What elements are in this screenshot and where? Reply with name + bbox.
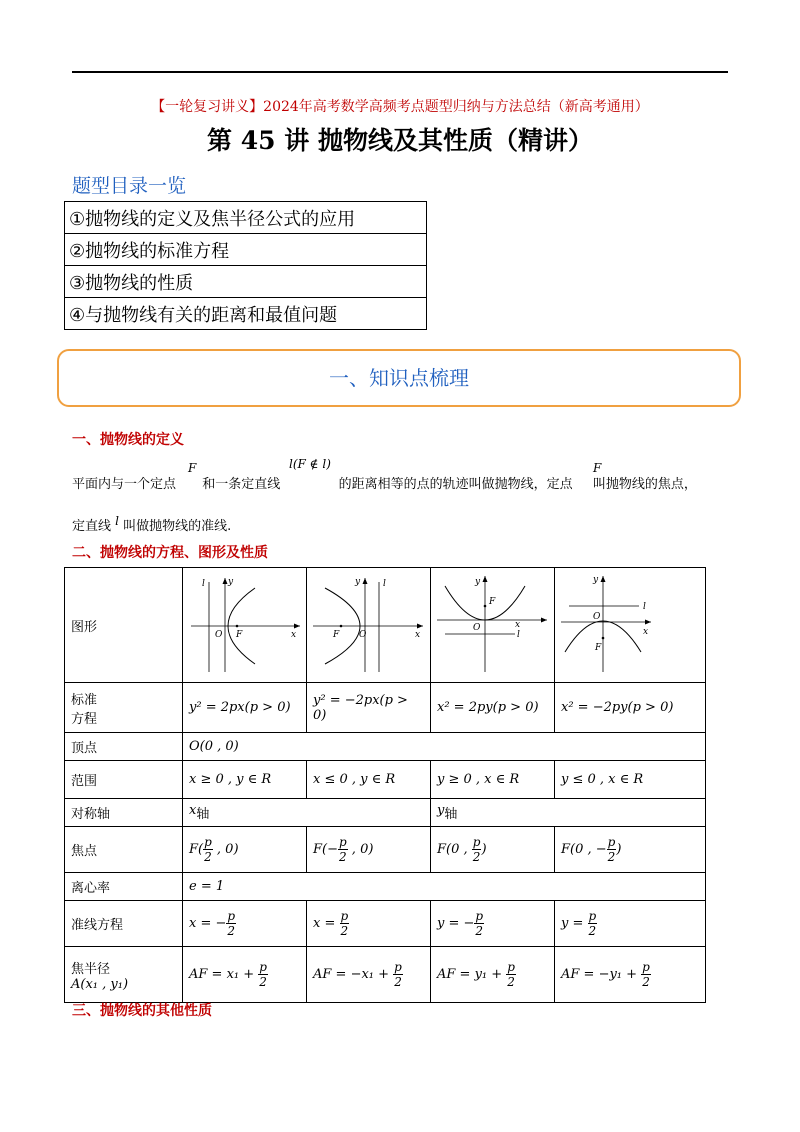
row-label: 焦点 — [65, 827, 183, 873]
toc-heading: 题型目录一览 — [72, 175, 187, 197]
focus-cell — [431, 827, 555, 873]
graph-up-opening — [431, 568, 554, 678]
row-label: 离心率 — [65, 873, 183, 901]
definition-text: 叫抛物线的焦点， — [592, 477, 697, 492]
table-row — [65, 901, 706, 947]
formula-text: x = − — [189, 916, 227, 931]
focus-label: F — [595, 643, 602, 653]
formula-text: AF = −y₁ + — [561, 967, 642, 982]
origin-label: O — [593, 612, 601, 622]
focus-cell — [183, 827, 307, 873]
y-axis-label: y — [355, 577, 361, 587]
eccentricity-cell: e = 1 — [183, 873, 706, 901]
definition-line-1 — [72, 473, 697, 492]
fraction: $\frac{p}{2}$ — [204, 835, 212, 864]
table-row — [65, 799, 706, 827]
graph-cell — [431, 568, 555, 683]
formula-text: ) — [616, 842, 622, 857]
row-label — [65, 947, 183, 1003]
graph-cell — [307, 568, 431, 683]
range-cell: x ≤ 0 , y ∈ R — [307, 761, 431, 799]
fraction: $\frac{p}{2}$ — [507, 960, 515, 989]
focal-radius-cell — [555, 947, 706, 1003]
fraction: $\frac{p}{2}$ — [642, 960, 650, 989]
definition-text: 叫做抛物线的准线. — [123, 519, 232, 534]
toc-item[interactable]: ④与抛物线有关的距离和最值问题 — [65, 298, 427, 330]
directrix-label: l — [383, 579, 386, 589]
fraction: $\frac{p}{2}$ — [394, 960, 402, 989]
directrix-label: l — [517, 630, 520, 640]
fraction: $\frac{p}{2}$ — [472, 835, 481, 864]
toc-item[interactable]: ①抛物线的定义及焦半径公式的应用 — [65, 202, 427, 234]
properties-table — [64, 567, 706, 1003]
row-label: 顶点 — [65, 733, 183, 761]
table-row — [65, 683, 706, 733]
row-label-line: 标准 — [71, 692, 98, 708]
x-axis-label: x — [415, 630, 421, 640]
page-title: 第 45 讲 抛物线及其性质（精讲） — [207, 126, 593, 155]
definition-line-2 — [72, 515, 231, 534]
formula-text: y = − — [437, 916, 475, 931]
row-label: 范围 — [65, 761, 183, 799]
focus-symbol: F — [188, 461, 197, 475]
table-row — [65, 568, 706, 683]
row-label — [65, 683, 183, 733]
x-axis-label: x — [291, 630, 297, 640]
focal-radius-cell — [307, 947, 431, 1003]
row-label: 准线方程 — [65, 901, 183, 947]
origin-label: O — [215, 630, 223, 640]
directrix-cell — [431, 901, 555, 947]
fraction: $\frac{p}{2}$ — [340, 909, 349, 938]
focus-label: F — [489, 597, 496, 607]
focus-cell — [307, 827, 431, 873]
range-cell: y ≥ 0 , x ∈ R — [431, 761, 555, 799]
x-axis-label: x — [515, 620, 521, 630]
equation-cell: y² = −2px(p > 0) — [307, 683, 431, 733]
row-label: 图形 — [65, 568, 183, 683]
y-axis-label: y — [593, 575, 599, 585]
focal-radius-cell — [431, 947, 555, 1003]
directrix-cell — [183, 901, 307, 947]
fraction: $\frac{p}{2}$ — [227, 909, 236, 938]
definition-text: 定直线 — [72, 519, 112, 534]
section-banner: 一、知识点梳理 — [57, 349, 741, 407]
graph-right-opening — [183, 568, 306, 678]
directrix-cell — [307, 901, 431, 947]
graph-cell — [555, 568, 706, 683]
formula-text: AF = x₁ + — [189, 967, 259, 982]
directrix-cell — [555, 901, 706, 947]
section-heading-properties: 二、抛物线的方程、图形及性质 — [72, 545, 268, 561]
focus-cell — [555, 827, 706, 873]
fraction: $\frac{p}{2}$ — [588, 909, 597, 938]
directrix-label: l — [202, 579, 205, 589]
focal-radius-cell — [183, 947, 307, 1003]
y-axis-label: y — [475, 577, 481, 587]
equation-cell: x² = −2py(p > 0) — [555, 683, 706, 733]
directrix-label: l — [643, 602, 646, 612]
definition-text: 的距离相等的点的轨迹叫做抛物线，定点 — [338, 477, 573, 492]
range-cell: x ≥ 0 , y ∈ R — [183, 761, 307, 799]
graph-left-opening — [307, 568, 430, 678]
focus-symbol: F — [593, 461, 602, 475]
table-row — [65, 733, 706, 761]
section-heading-definition: 一、抛物线的定义 — [72, 432, 184, 448]
fraction: $\frac{p}{2}$ — [338, 835, 347, 864]
formula-text: x = — [313, 916, 340, 931]
row-label-line: 焦半径 — [71, 961, 111, 977]
graph-down-opening — [555, 568, 705, 678]
formula-text: , 0) — [347, 842, 374, 857]
axis-cell — [183, 799, 431, 827]
formula-text: ) — [481, 842, 487, 857]
range-cell: y ≤ 0 , x ∈ R — [555, 761, 706, 799]
row-label-line: A(x₁ , y₁) — [71, 976, 129, 992]
formula-text: y = — [561, 916, 588, 931]
table-row — [65, 873, 706, 901]
directrix-condition: l(F ∉ l) — [289, 457, 331, 471]
formula-text: F( — [189, 842, 204, 857]
formula-text: F(0 , — [437, 842, 472, 857]
origin-label: O — [473, 623, 481, 633]
table-row — [65, 947, 706, 1003]
definition-text: 和一条定直线 — [202, 477, 281, 492]
axis-suffix: 轴 — [196, 807, 210, 822]
top-rule — [72, 71, 728, 73]
row-label: 对称轴 — [65, 799, 183, 827]
formula-text: , 0) — [212, 842, 239, 857]
series-header: 【一轮复习讲义】2024年高考数学高频考点题型归纳与方法总结（新高考通用） — [151, 99, 649, 115]
toc-item[interactable]: ③抛物线的性质 — [65, 266, 427, 298]
formula-text: AF = y₁ + — [437, 967, 507, 982]
equation-cell: y² = 2px(p > 0) — [183, 683, 307, 733]
definition-text: 平面内与一个定点 — [72, 477, 177, 492]
formula-text: AF = −x₁ + — [313, 967, 394, 982]
fraction: $\frac{p}{2}$ — [259, 960, 267, 989]
section-heading-other: 三、抛物线的其他性质 — [72, 1003, 212, 1019]
table-row — [65, 761, 706, 799]
y-axis-label: y — [228, 577, 234, 587]
equation-cell: x² = 2py(p > 0) — [431, 683, 555, 733]
axis-cell — [431, 799, 706, 827]
directrix-symbol: l — [115, 514, 119, 528]
axis-var: y — [437, 803, 445, 818]
graph-cell — [183, 568, 307, 683]
x-axis-label: x — [643, 627, 649, 637]
toc-table — [64, 201, 427, 330]
focus-label: F — [236, 630, 243, 640]
fraction: $\frac{p}{2}$ — [607, 835, 616, 864]
toc-item[interactable]: ②抛物线的标准方程 — [65, 234, 427, 266]
fraction: $\frac{p}{2}$ — [475, 909, 484, 938]
formula-text: F(− — [313, 842, 338, 857]
axis-var: x — [189, 803, 197, 818]
axis-suffix: 轴 — [444, 807, 458, 822]
table-row — [65, 827, 706, 873]
row-label-line: 方程 — [71, 711, 98, 727]
vertex-cell: O(0 , 0) — [183, 733, 706, 761]
origin-label: O — [359, 630, 367, 640]
focus-label: F — [333, 630, 340, 640]
formula-text: F(0 , − — [561, 842, 607, 857]
